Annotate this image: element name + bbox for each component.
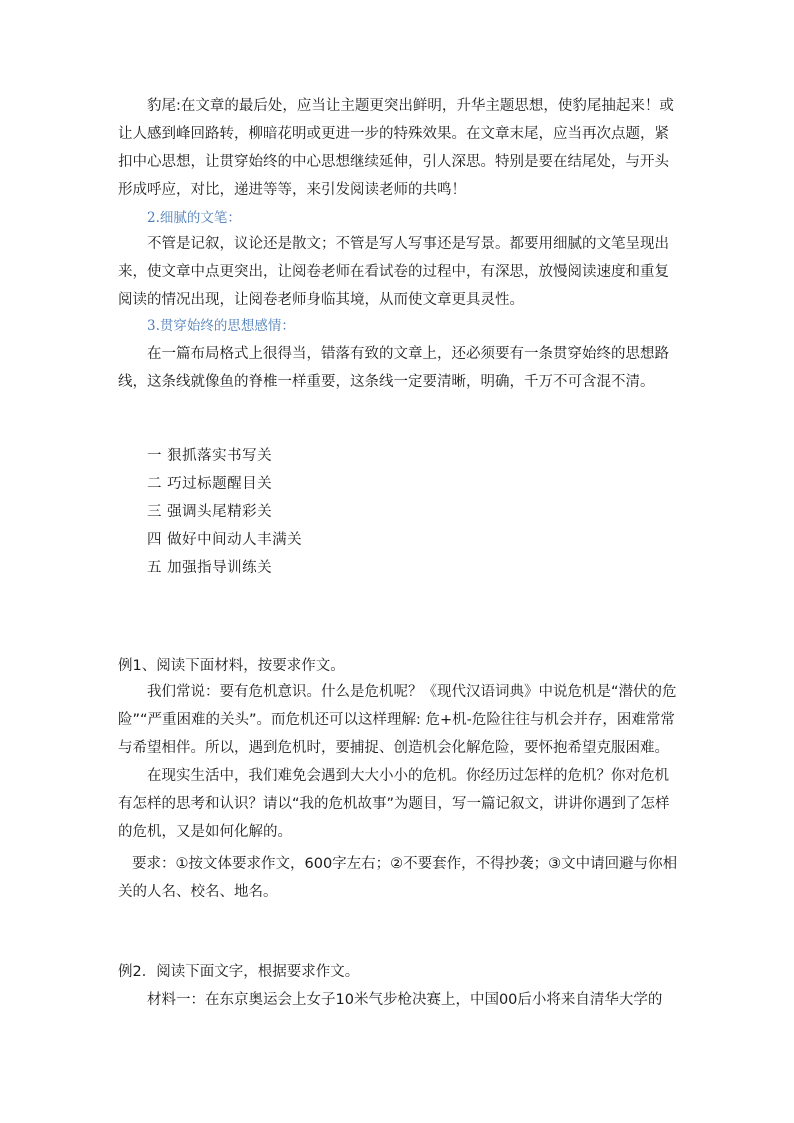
example-1-heading: 例1、阅读下面材料，按要求作文。 [118,658,345,674]
example-1-requirements: 要求：①按文体要求作文，600字左右；②不要套作，不得抄袭；③文中请回避与你相关的人名、校名、地名。 [118,856,678,900]
list-item: 三 强调头尾精彩关 [147,504,273,520]
section-paragraph-3: 在一篇布局格式上很得当，错落有致的文章上，还必须要有一条贯穿始终的思想路线，这条线就像鱼的脊椎一样重要，这条线一定要清晰，明确，千万不可含混不清。 [118,346,669,390]
list-item: 一 狠抓落实书写关 [147,448,273,464]
section-heading-3: 3.贯穿始终的思想感情： [147,318,295,334]
list-item: 五 加强指导训练关 [147,560,273,576]
example-1-paragraph-2: 在现实生活中，我们难免会遇到大大小小的危机。你经历过怎样的危机？你对危机有怎样的思考和认识？请以“我的危机故事”为题目，写一篇记叙文，讲讲你遇到了怎样的危机，又是如何化解的。 [118,768,670,840]
section-paragraph-2: 不管是记叙，议论还是散文；不管是写人写事还是写景。都要用细腻的文笔呈现出来，使文章中点更突出，让阅卷老师在看试卷的过程中，有深思，放慢阅读速度和重复阅读的情况出现，让阅卷老师身临其境，从而使文章更具灵性。 [118,236,669,308]
leopard-tail-paragraph: 豹尾:在文章的最后处，应当让主题更突出鲜明，升华主题思想，使豹尾抽起来！或让人感到峰回路转，柳暗花明或更进一步的特殊效果。在文章末尾，应当再次点题，紧扣中心思想，让贯穿始终的中心思想继续延伸，引人深思。特别是要在结尾处，与开头形成呼应，对比，递进等等，来引发阅读老师的共鸣！ [118,98,674,198]
example-2-heading: 例2．阅读下面文字，根据要求作文。 [118,964,360,980]
list-item: 四 做好中间动人丰满关 [147,532,303,548]
list-item: 二 巧过标题醒目关 [147,476,273,492]
section-heading-2: 2.细腻的文笔： [147,210,241,226]
example-2-paragraph-1: 材料一：在东京奥运会上女子10米气步枪决赛上，中国00后小将来自清华大学的 [147,992,663,1008]
example-1-paragraph-1: 我们常说：要有危机意识。什么是危机呢？《现代汉语词典》中说危机是“潜伏的危险”“严重困难的关头”。而危机还可以这样理解: 危+机-危险往往与机会并存，困难常常与希望相伴。所以，遇到危机时，要捕捉、创造机会化解危险，要怀抱希望克服困难。 [118,684,677,756]
